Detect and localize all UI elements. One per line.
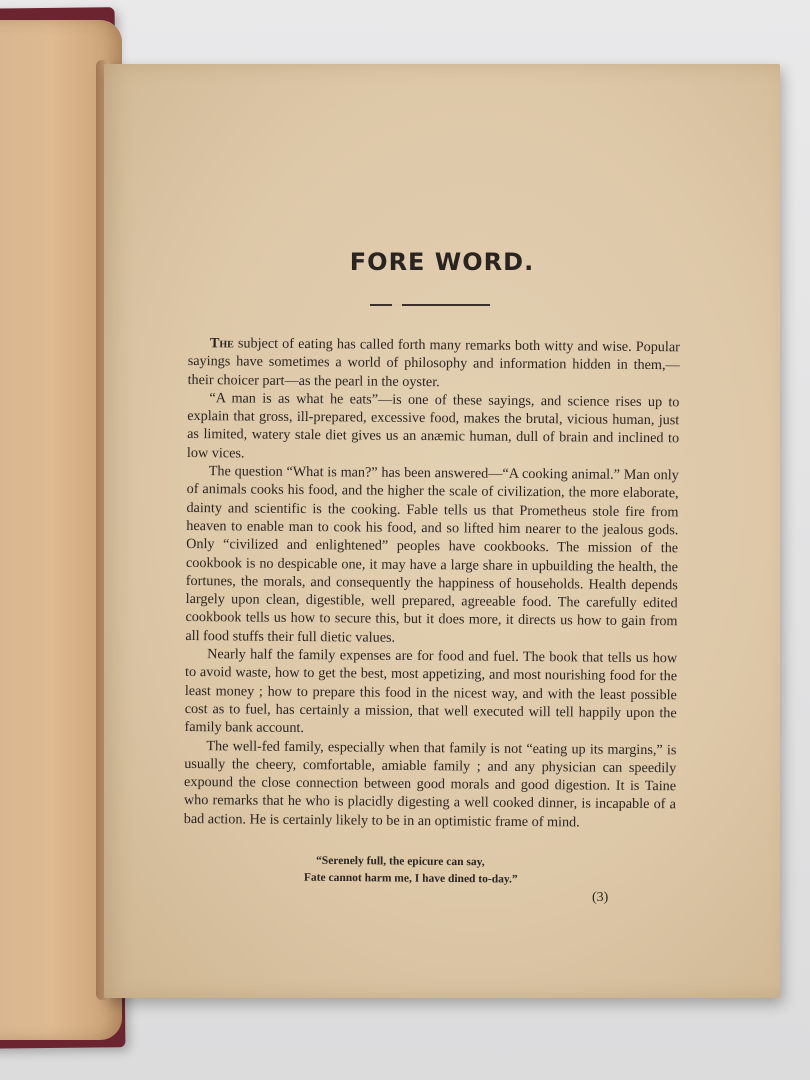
foreword-body [184, 334, 680, 832]
right-page [104, 64, 780, 998]
paragraph: The well-fed family, especially when that family is not “eating up its margins,” is usually the cheery, comfortable, amiable family ; and any physician can speedily expound the close connection between good morals and good digestion. It is Taine who remarks that he who is placidly digesting a well cooked dinner, is incapable of a bad action. He is certainly likely to be in an optimistic frame of mind. [183, 737, 677, 831]
paragraph: Nearly half the family expenses are for food and fuel. The book that tells us how to avoid waste, how to get the best, most appetizing, and most nourishing food for the least money ; how to prepare this food in the nicest way, and with the least possible cost as to fuel, has certainly a mission, that well executed will tell happily upon the family bank account. [184, 646, 678, 737]
paragraph: The question “What is man?” has been answered—“A cooking animal.” Man only of animals cooks his food, and the higher the scale of civilization, the more elaborate, dainty and scientific is the cooking. Fable tells us that Prometheus stole fire from heaven to enable man to cook his food, and so lifted him nearer to the jealous gods. Only “civilized and enlightened” peoples have cookbooks. The mission of the cookbook is no despicable one, it may have a large share in upbuilding the health, the fortunes, the morals, and consequently the happiness of households. Health depends largely upon clean, digestible, well prepared, agreeable food. The carefully edited cookbook tells us how to secure this, but it does more, it directs us how to gain from all food stuffs their full dietic values. [185, 463, 679, 646]
paragraph: “A man is as what he eats”—is one of these sayings, and science rises up to explain that gross, ill-prepared, excessive food, makes the brutal, vicious human, just as limited, watery stale diet gives us an anæmic human, dull of brain and inclined to low vices. [186, 390, 680, 462]
quote-line: Fate cannot harm me, I have dined to-day.” [303, 871, 518, 886]
paragraph-lead: The [209, 335, 234, 352]
quote-line: “Serenely full, the epicure can say, [316, 854, 485, 869]
title-divider [370, 304, 490, 306]
paragraph: The subject of eating has called forth many remarks both witty and wise. Popular sayings have sometimes a world of philosophy and information hidden in them,—their choicer part—as the pearl in the oyster. [187, 335, 680, 390]
closing-quote [304, 853, 604, 890]
page-number: (3) [592, 890, 609, 905]
page-title: FORE WORD. [349, 248, 535, 276]
